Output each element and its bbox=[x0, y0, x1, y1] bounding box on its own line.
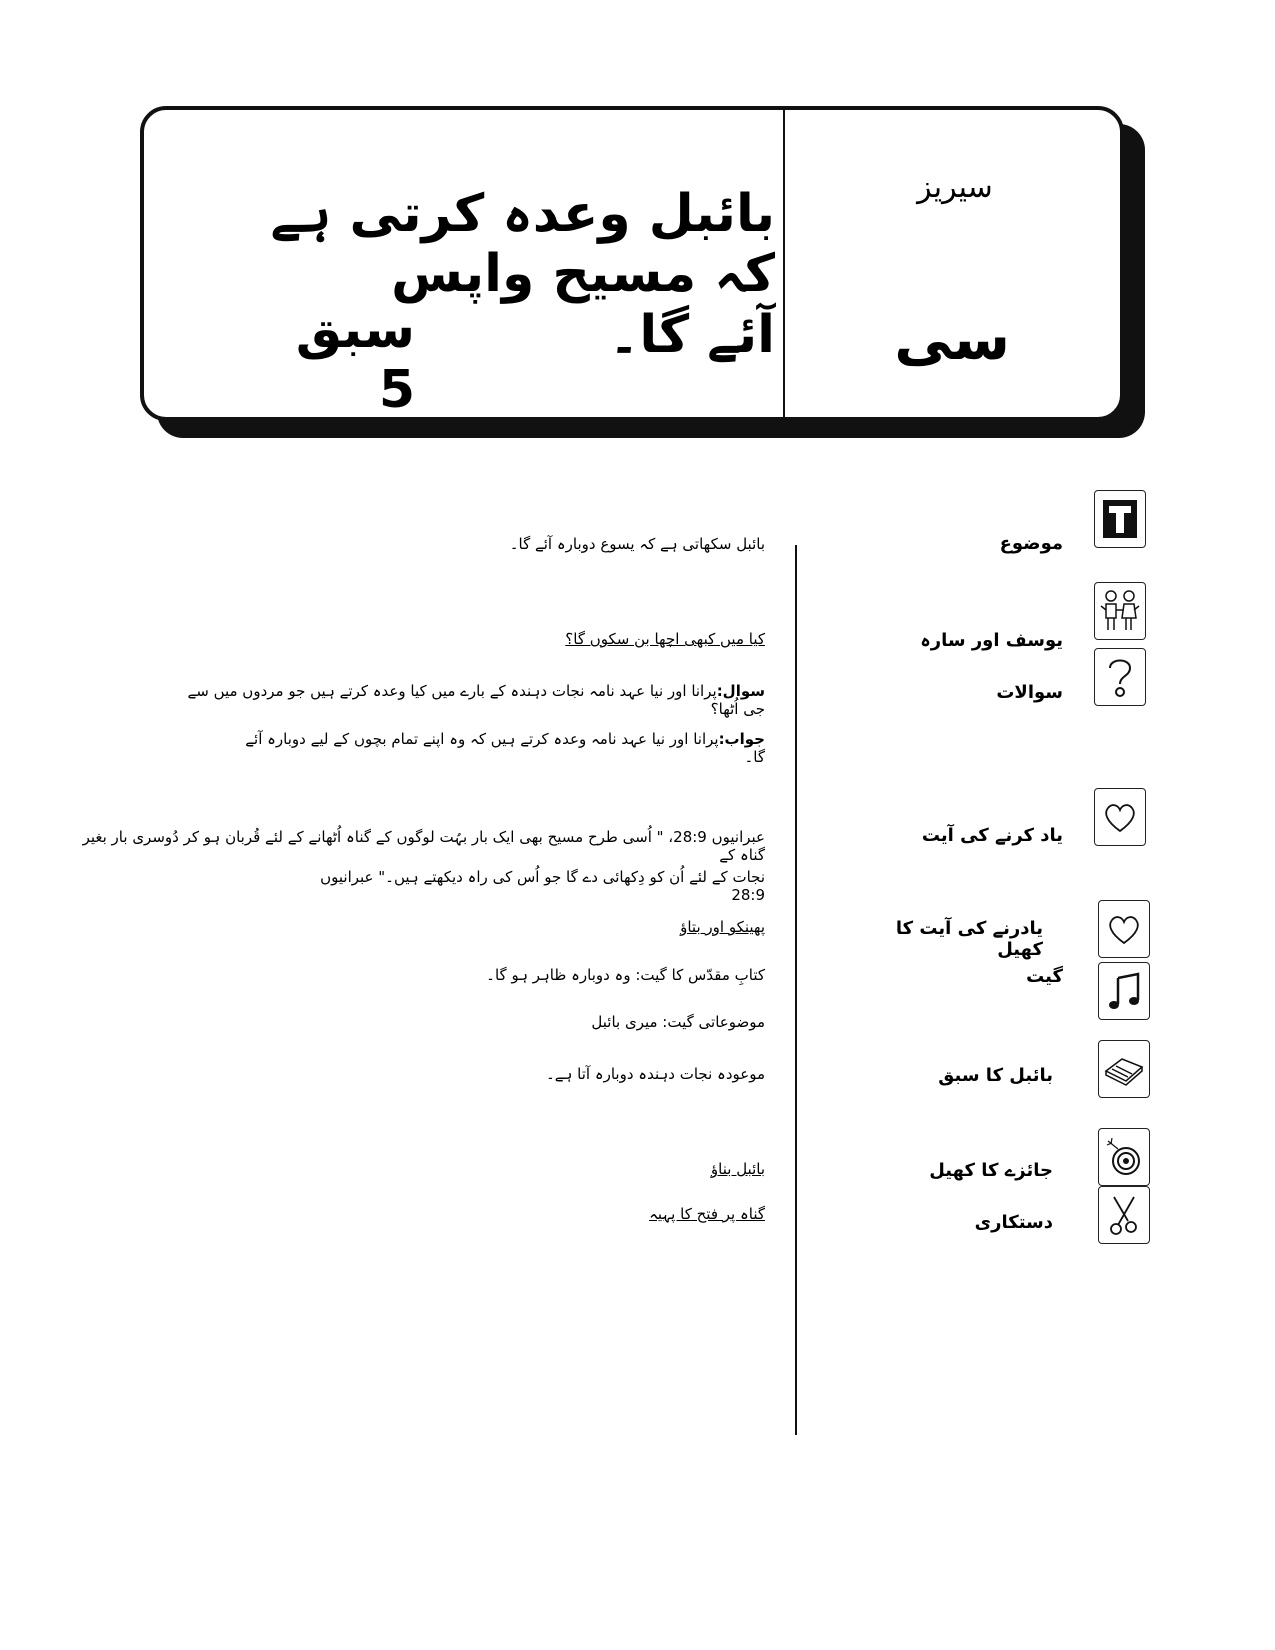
header-divider bbox=[783, 106, 785, 421]
sidebar-item-story: یوسف اور سارہ bbox=[920, 630, 1063, 651]
letter-t-icon bbox=[1094, 490, 1146, 548]
series-value: سی bbox=[894, 305, 1010, 373]
open-book-icon bbox=[1098, 1040, 1150, 1098]
answer-text: پرانا اور نیا عہد نامہ وعدہ کرتے ہیں کہ وہ اپنے تمام بچوں کے لیے دوبارہ آئے گا۔ bbox=[245, 730, 765, 766]
column-divider bbox=[795, 545, 797, 1435]
story-title: کیا میں کبھی اچھا بن سکوں گا؟ bbox=[565, 630, 765, 648]
sidebar-item-memory-verse: یاد کرنے کی آیت bbox=[921, 825, 1063, 846]
series-label: سیریز bbox=[917, 170, 993, 205]
sidebar-item-topic: موضوع bbox=[999, 533, 1063, 554]
memory-verse-line2: نجات کے لئے اُن کو دِکھائی دے گا جو اُس کی راہ دیکھتے ہیں۔" عبرانیوں 28:9 bbox=[320, 868, 765, 904]
target-icon bbox=[1098, 1128, 1150, 1186]
bible-song: کتابِ مقدّس کا گیت: وہ دوبارہ ظاہر ہو گا۔ bbox=[486, 966, 765, 984]
answer-label: جواب: bbox=[718, 730, 765, 748]
answer-line bbox=[240, 730, 765, 766]
lesson-title-line2: آئے گا۔ bbox=[608, 305, 775, 365]
memory-verse-line1: عبرانیوں 28:9، " اُسی طرح مسیح بھی ایک بار بہُت لوگوں کے گناہ اُٹھانے کے لئے قُربان ہو کر دُوسری بار بغیر گناہ کے bbox=[82, 828, 765, 864]
music-note-icon bbox=[1098, 962, 1150, 1020]
heart-icon bbox=[1098, 900, 1150, 958]
verse-game-title: پھینکو اور بتاؤ bbox=[680, 918, 765, 936]
lesson-title: بائبل وعدہ کرتی ہے کہ مسیح واپس bbox=[270, 184, 775, 304]
question-text: پرانا اور نیا عہد نامہ نجات دہندہ کے بارے میں کیا وعدہ کرتے ہیں جو مردوں میں سے جی اُٹھا؟ bbox=[187, 682, 765, 718]
two-children-icon bbox=[1094, 582, 1146, 640]
heart-icon bbox=[1094, 788, 1146, 846]
sidebar-item-verse-game: یادرنے کی آیت کا کھیل bbox=[895, 918, 1043, 960]
sidebar-item-song: گیت bbox=[1026, 966, 1063, 987]
question-icon bbox=[1094, 648, 1146, 706]
sidebar-item-review-game: جائزے کا کھیل bbox=[929, 1160, 1053, 1181]
theme-song: موضوعاتی گیت: میری بائبل bbox=[591, 1013, 765, 1031]
craft-title: گناہ پر فتح کا پہیہ bbox=[649, 1205, 765, 1223]
lesson-number: سبق 5 bbox=[295, 300, 415, 420]
scissors-icon bbox=[1098, 1186, 1150, 1244]
sidebar-item-bible-lesson: بائبل کا سبق bbox=[938, 1065, 1053, 1086]
sidebar-item-craft: دستکاری bbox=[974, 1212, 1053, 1233]
question-label: سوال: bbox=[716, 682, 765, 700]
topic-text: بائبل سکھاتی ہے کہ یسوع دوبارہ آئے گا۔ bbox=[509, 535, 765, 553]
question-line bbox=[180, 682, 765, 718]
bible-lesson-text: موعودہ نجات دہندہ دوبارہ آتا ہے۔ bbox=[546, 1065, 765, 1083]
sidebar-item-questions: سوالات bbox=[996, 682, 1063, 703]
review-game-title: بائبل بناؤ bbox=[710, 1160, 765, 1178]
